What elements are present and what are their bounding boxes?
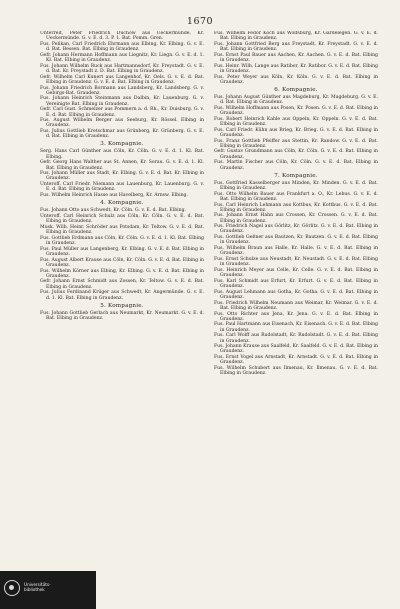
roster-entry: Fus. Ernst Vogel aus Arnstadt, Kr. Arnstadt. G. v. E. d. Bat. Elbing in Graudenz. [214,355,378,366]
roster-entry: Gefr. Georg Hans Walther aus St. Annen, Kr. Sorau. G. v. E. d. 1. Kl. Bat. Elbing in Graudenz. [40,160,204,171]
roster-entry: Fus. Gottlieb Geßner aus Bautzen, Kr. Bautzen. G. v. E. d. Bat. Elbing in Graudenz. [214,235,378,246]
roster-entry: Fus. Wilhelm Braun aus Halle, Kr. Halle. G. v. E. d. Bat. Elbing in Graudenz. [214,246,378,257]
roster-entry: Fus. Wilhelm Schubert aus Ilmenau, Kr. Ilmenau. G. v. E. d. Bat. Elbing in Graudenz. [214,366,378,377]
roster-entry: Musk. Wilh. Heinr. Schröder aus Potsdam, Kr. Teltow. G. v. E. d. Bat. Elbing in Graudenz. [40,224,204,236]
roster-entry: Fus. Wilhelm Heinrich Hasse aus Havelberg, Kr. Arnsw. Elbing. [40,193,188,199]
roster-entry: Fus. Otto Wilhelm Bauer aus Frankfurt a. O., Kr. Lebus. G. v. E. d. Bat. Elbing in Graudenz. [214,191,378,202]
roster-entry: Fus. Karl Schmidt aus Erfurt, Kr. Erfurt. G. v. E. d. Bat. Elbing in Graudenz. [214,278,378,289]
right-column [214,31,378,571]
roster-entry: Fus. Wilhelm Fedor Koch aus Wolfsburg, Kr. Gardelegen. G. v. E. d. Bat. Elbing in Graudenz. [214,31,378,42]
section-heading: 6. Kompagnie. [274,86,318,93]
roster-entry: Fus. Johann Otto aus Schwedt, Kr. Cöln. G. v. E. d. Bat. Elbing. [40,208,187,214]
roster-entry: Fus. Wilhelm Hoffmann aus Posen, Kr. Posen. G. v. E. d. Bat. Elbing in Graudenz. [214,105,378,116]
roster-entry: Fus. Paul Hartmann aus Eisenach, Kr. Eisenach. G. v. E. d. Bat. Elbing in Graudenz. [214,322,378,333]
roster-entry: Fus. Johann Müller aus Stadt, Kr. Elbing. G. v. E. d. Bat. Kr. Elbing in Graudenz. [40,171,204,182]
roster-entry: Fus. Johann Heinrich Steinmann aus Dalbin, Kr. Lauenburg. G. v. Vereinigte Bat. Elbing in Graudenz. [40,96,204,107]
roster-entry: Fus. Johann Gottlieb Gerlach aus Neumarkt, Kr. Neumarkt. G. v. E. d. Bat. Elbing in Graudenz. [40,310,204,321]
roster-entry: Serg. Hans Carl Günther aus Cöln, Kr. Cöln. G. v. E. d. 1. Kl. Bat. Elbing. [40,149,204,160]
stamp-line: bibliothek [24,587,45,593]
section-heading: 5. Kompagnie. [100,302,144,309]
roster-entry: Fus. Johann Wilhelm Ruck aus Hartmannsdorf, Kr. Freystadt. G. v. E. d. Bat. Kr. Freystadt z. D. Bat. Elbing in Graudenz. [40,63,204,74]
roster-entry: Fus. Carl Friedr. Kühn aus Brieg, Kr. Brieg. G. v. E. d. Bat. Elbing in Graudenz. [214,127,378,138]
roster-entry: Fus. Gottfried Kasselberger aus Minden, Kr. Minden. G. v. E. d. Bat. Elbing in Graudenz. [214,180,378,191]
section-heading: 3. Kompagnie. [100,141,144,148]
roster-entry: Fus. Heinrich Meyer aus Celle, Kr. Celle. G. v. E. d. Bat. Elbing in Graudenz. [214,267,378,279]
roster-entry: Fus. Robert Heinrich Kahle aus Oppeln, Kr. Oppeln. G. v. E. d. Bat. Elbing in Graudenz. [214,116,378,127]
roster-entry: Fus. Johann Krause aus Saalfeld, Kr. Saalfeld. G. v. E. d. Bat. Elbing in Graudenz. [214,344,378,355]
roster-entry: Gefr. Johann Hermann Hoffmann aus Liegnitz, Kr. Liegn. G. v. E. d. 1. Kl. Bat. Elbing in Graudenz. [40,52,204,63]
section-heading: 7. Kompagnie. [274,172,318,179]
roster-entry: Unterreit, Peter Friedrich Duchow aus Ueckermünde, Kr. Ueckermünde. G. v. E. d. 3. P. 1. Bat. Pomm. Gren. [40,31,204,42]
library-stamp [0,571,96,609]
stamp-text [24,582,51,592]
roster-entry: Fus. Carl Wolff aus Rudolstadt, Kr. Rudolstadt. G. v. E. d. Bat. Elbing in Graudenz. [214,333,378,344]
roster-entry: Fus. Ernst Schulze aus Neustadt, Kr. Neustadt. G. v. E. d. Bat. Elbing in Graudenz. [214,257,378,268]
roster-entry: Fus. Paul Müller aus Langenberg, Kr. Elbing. G. v. E. d. Bat. Elbing in Graudenz. [40,246,204,257]
roster-entry: Fus. Otto Richter aus Jena, Kr. Jena. G. v. E. d. Bat. Elbing in Graudenz. [214,311,378,322]
roster-entry: Fus. Johann August Günther aus Magdeburg, Kr. Magdeburg. G. v. E. d. Bat. Elbing in Graudenz. [214,94,378,106]
roster-entry: Gefr. Johann Ernst Schmidt aus Zossen, Kr. Teltow. G. v. E. d. Bat. Elbing in Graudenz. [40,279,204,290]
roster-entry: Unteroff. Carl Heinrich Schulz aus Cöln, Kr. Cöln. G. v. E. d. Bat. Elbing in Graudenz. [40,214,204,225]
roster-entry: Fus. Wilhelm Körner aus Elbing, Kr. Elbing. G. v. E. d. Bat. Elbing in Graudenz. [40,268,204,279]
roster-entry: Fus. Johann Ernst Hahn aus Crossen, Kr. Crossen. G. v. E. d. Bat. Elbing in Graudenz. [214,213,378,224]
section-heading: 4. Kompagnie. [100,200,144,207]
roster-entry: Fus. Peter Weyer aus Köln, Kr. Köln. G. v. E. d. Bat. Elbing in Graudenz. [214,74,378,85]
roster-entry: Fus. Julius Ferdinand Krüger aus Schwedt, Kr. Angermünde. G. v. E. d. 1. Kl. Bat. Elbing in Graudenz. [40,290,204,301]
roster-entry: Fus. Carl Heinrich Lehmann aus Kottbus, Kr. Kottbus. G. v. E. d. Bat. Elbing in Graudenz. [214,202,378,213]
library-logo-icon [4,580,20,596]
roster-entry: Fus. August Lehmann aus Gotha, Kr. Gotha. G. v. E. d. Bat. Elbing in Graudenz. [214,289,378,300]
roster-entry: Fus. Heinr. Wilh. Lange aus Ratibor, Kr. Ratibor. G. v. E. d. Bat. Elbing in Graudenz. [214,63,378,74]
roster-entry: Fus. August Wilhelm Berger aus Seeburg, Kr. Rössel. Elbing in Graudenz. [40,118,204,129]
roster-entry: Fus. Gottlieb Erdmann aus Cöln, Kr. Cöln. G. v. E. d. 1. Kl. Bat. Elbing in Graudenz. [40,235,204,246]
page-number: 1670 [186,16,214,27]
roster-entry: Fus. Johann Gottfried Berg aus Freystadt, Kr. Freystadt. G. v. E. d. Bat. Elbing in Graudenz. [214,41,378,53]
roster-entry: Fus. Friedrich Nagel aus Görlitz, Kr. Görlitz. G. v. E. d. Bat. Elbing in Graudenz. [214,224,378,235]
left-column [40,31,204,571]
stamp-line: Universitäts- [24,582,51,587]
roster-entry: Gefr. Gustav Grundmann aus Cöln, Kr. Cöln. G. v. E. d. Bat. Elbing in Graudenz. [214,149,378,160]
roster-entry: Gefr. Wilhelm Carl Kunert aus Langenhof, Kr. Oels. G. v. E. d. Bat. Elbing in Graudenz. G. v. E. d. Bat. Elbing in Graudenz. [40,74,204,85]
roster-entry: Fus. Martin Fischer aus Cöln, Kr. Cöln. G. v. E. d. Bat. Elbing in Graudenz. [214,160,378,171]
roster-entry: Fus. Ernst Paul Bauer aus Aachen, Kr. Aachen. G. v. E. d. Bat. Elbing in Graudenz. [214,52,378,63]
roster-entry: Fus. Johann Friedrich Bormann aus Landsberg, Kr. Landsberg. G. v. Gebirgs-Bat. Graudenz. [40,85,204,96]
roster-entry: Unteroff. Carl Friedr. Niemann aus Lauenburg, Kr. Lauenburg. G. v. E. d. Bat. Elbing in Graudenz. [40,182,204,193]
roster-entry: Fus. Pelikan, Carl Friedrich Ehrmann aus Elbing, Kr. Elbing. G. v. E. d. Bat. Bessen. Bat. Elbing in Graudenz. [40,41,204,53]
roster-entry: Fus. Franz Gottlieb Pfeiffer aus Stettin, Kr. Randow. G. v. E. d. Bat. Elbing in Graudenz. [214,138,378,149]
roster-entry: Gefr. Carl Gust. Schmelzer aus Pommern a. d. Rh., Kr. Duisburg. G. v. E. d. Bat. Elbing in Graudenz. [40,107,204,118]
roster-entry: Fus. August Albert Krause aus Cöln, Kr. Cöln. G. v. E. d. Bat. Elbing in Graudenz. [40,257,204,268]
roster-entry: Fus. Julius Gottlieb Kretschmar aus Grünberg, Kr. Grünberg. G. v. E. d. Bat. Elbing in Graudenz. [40,129,204,140]
roster-entry: Fus. Friedrich Wilhelm Neumann aus Weimar, Kr. Weimar. G. v. E. d. Bat. Elbing in Graudenz. [214,300,378,311]
